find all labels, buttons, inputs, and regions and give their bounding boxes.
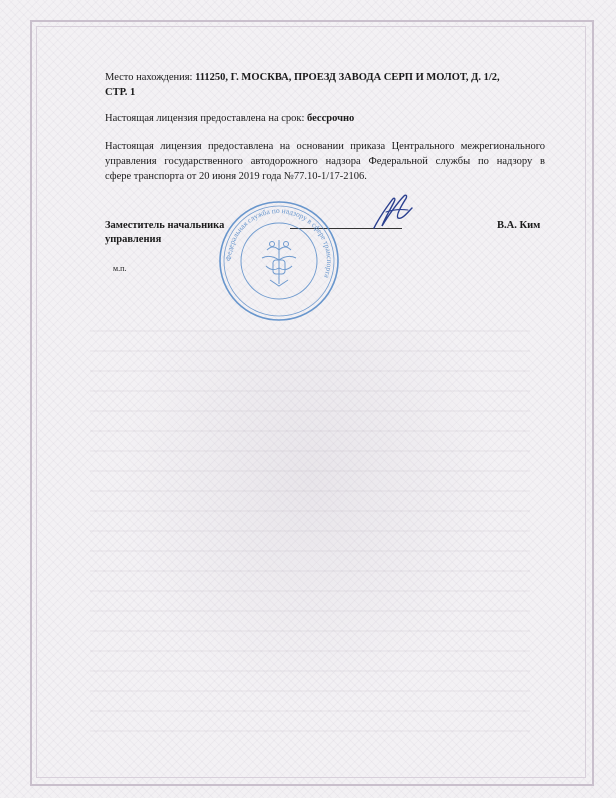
official-stamp-icon: [218, 200, 340, 322]
seal-place-label: м.п.: [113, 264, 127, 273]
term-label: Настоящая лицензия предоставлена на срок:: [105, 113, 308, 124]
location-value-2: СТР. 1: [105, 87, 136, 98]
basis-line-1: Настоящая лицензия предоставлена на основании приказа Центрального межрегионального: [105, 141, 545, 152]
term-value: бессрочно: [307, 113, 355, 124]
term-line: [105, 112, 545, 126]
bleed-through-background: [90, 330, 530, 750]
location-line-1: [105, 71, 545, 85]
location-value-1: 111250, Г. МОСКВА, ПРОЕЗД ЗАВОДА СЕРП И МОЛОТ, Д. 1/2,: [195, 72, 500, 83]
signatory-name: В.А. Ким: [497, 220, 541, 231]
signatory-position-2: управления: [105, 234, 162, 245]
stamp-ring-text: Федеральная служба по надзору в сфере транспорта: [223, 205, 335, 280]
handwritten-signature-icon: [368, 190, 418, 234]
basis-line-2: управления государственного автодорожного надзора Федеральной службы по надзору в: [105, 156, 545, 167]
location-label: Место нахождения:: [105, 72, 196, 83]
signatory-position-1: Заместитель начальника: [105, 220, 225, 231]
basis-line-3: сфере транспорта от 20 июня 2019 года №77.10-1/17-2106.: [105, 171, 367, 182]
